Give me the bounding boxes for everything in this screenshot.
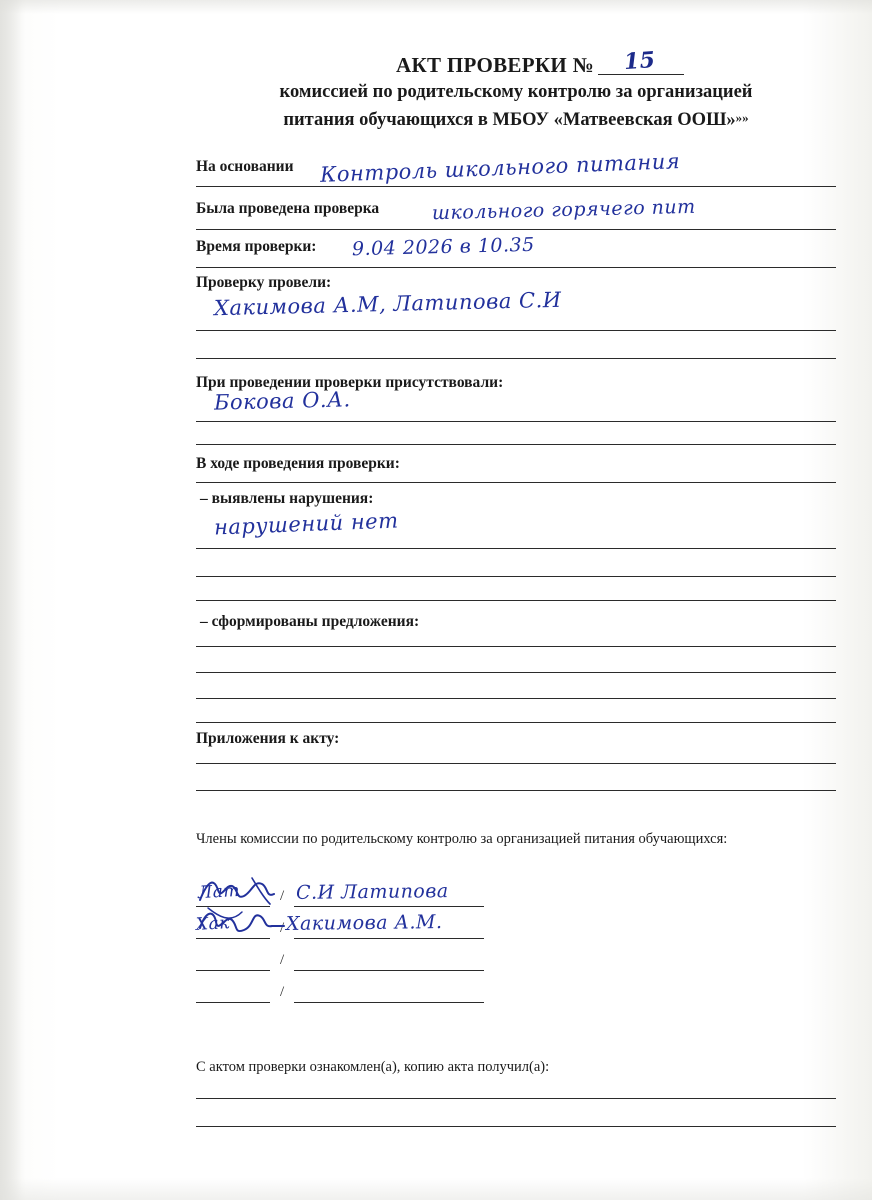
inspectors-rule-2: [196, 358, 836, 359]
act-number-slot: [598, 46, 684, 76]
attendees-label: При проведении проверки присутствовали:: [196, 374, 504, 391]
basis-label: На основании: [196, 158, 294, 175]
members-label: Члены комиссии по родительскому контролю за организацией питания обучающихся:: [196, 831, 728, 847]
title-act-number-label: АКТ ПРОВЕРКИ №: [396, 53, 594, 77]
attachments-label: Приложения к акту:: [196, 730, 340, 747]
act-number-value: 15: [623, 46, 657, 76]
violations-row: [200, 490, 840, 508]
violations-rule-2: [196, 576, 836, 577]
basis-value: Контроль школьного питания: [319, 149, 681, 187]
member-name-slot-3: [294, 970, 484, 971]
member-row-4: [196, 982, 636, 1006]
member-separator-3: /: [280, 952, 285, 968]
attendees-value: Бокова О.А.: [213, 387, 351, 415]
members-row: [196, 830, 836, 848]
violations-label: – выявлены нарушения:: [200, 490, 374, 507]
inspection-rule: [196, 229, 836, 230]
member-name-1: С.И Латипова: [295, 880, 449, 904]
member-separator-2: /: [280, 920, 285, 936]
member-signature-slot-4: [196, 1002, 270, 1003]
time-value: 9.04 2026 в 10.35: [351, 233, 535, 261]
member-signature-slot-3: [196, 970, 270, 971]
inspection-label: Была проведена проверка: [196, 200, 380, 217]
signature-mark-2: [196, 906, 316, 940]
acquainted-label: С актом проверки ознакомлен(а), копию акта получил(а):: [196, 1059, 550, 1075]
time-rule: [196, 267, 836, 268]
attachments-rule-1: [196, 763, 836, 764]
basis-rule: [196, 186, 836, 187]
during-label: В ходе проведения проверки:: [196, 455, 400, 472]
member-separator-1: /: [280, 888, 285, 904]
acquainted-row: [196, 1058, 836, 1076]
title-subline-2-text: питания обучающихся в МБОУ «Матвеевская ООШ»: [283, 110, 736, 130]
member-row-3: [196, 950, 636, 974]
violations-rule-1: [196, 548, 836, 549]
document-title-block: [196, 46, 836, 132]
title-subline-2: [196, 106, 836, 132]
acquainted-rule-1: [196, 1098, 836, 1099]
acquainted-rule-2: [196, 1126, 836, 1127]
inspectors-label: Проверку провели:: [196, 274, 332, 291]
title-subline-2-tail: »»: [735, 110, 749, 125]
proposals-label: – сформированы предложения:: [200, 613, 420, 630]
proposals-rule-4: [196, 722, 836, 723]
member-name-slot-2: [294, 938, 484, 939]
inspectors-value: Хакимова А.М, Латипова С.И: [213, 287, 562, 321]
during-rule: [196, 482, 836, 483]
inspectors-rule-1: [196, 330, 836, 331]
time-label: Время проверки:: [196, 238, 317, 255]
proposals-rule-2: [196, 672, 836, 673]
attachments-rule-2: [196, 790, 836, 791]
member-name-2: Хакимова А.М.: [285, 911, 443, 935]
proposals-rule-3: [196, 698, 836, 699]
member-separator-4: /: [280, 984, 285, 1000]
member-name-slot-1: [294, 906, 484, 907]
member-signature-2: Хак: [195, 913, 231, 935]
violations-rule-3: [196, 600, 836, 601]
attachments-row: [196, 730, 836, 748]
page-title: [396, 46, 684, 78]
signature-mark-1: [196, 874, 316, 908]
attendees-rule-1: [196, 421, 836, 422]
inspection-value: школьного горячего пит: [431, 195, 696, 225]
during-row: [196, 455, 836, 473]
attendees-rule-2: [196, 444, 836, 445]
member-name-slot-4: [294, 1002, 484, 1003]
title-subline-1: комиссией по родительскому контролю за организацией: [279, 82, 753, 102]
proposals-row: [200, 613, 840, 631]
member-signature-1: Лат: [197, 880, 241, 904]
violations-value: нарушений нет: [213, 508, 399, 540]
proposals-rule-1: [196, 646, 836, 647]
